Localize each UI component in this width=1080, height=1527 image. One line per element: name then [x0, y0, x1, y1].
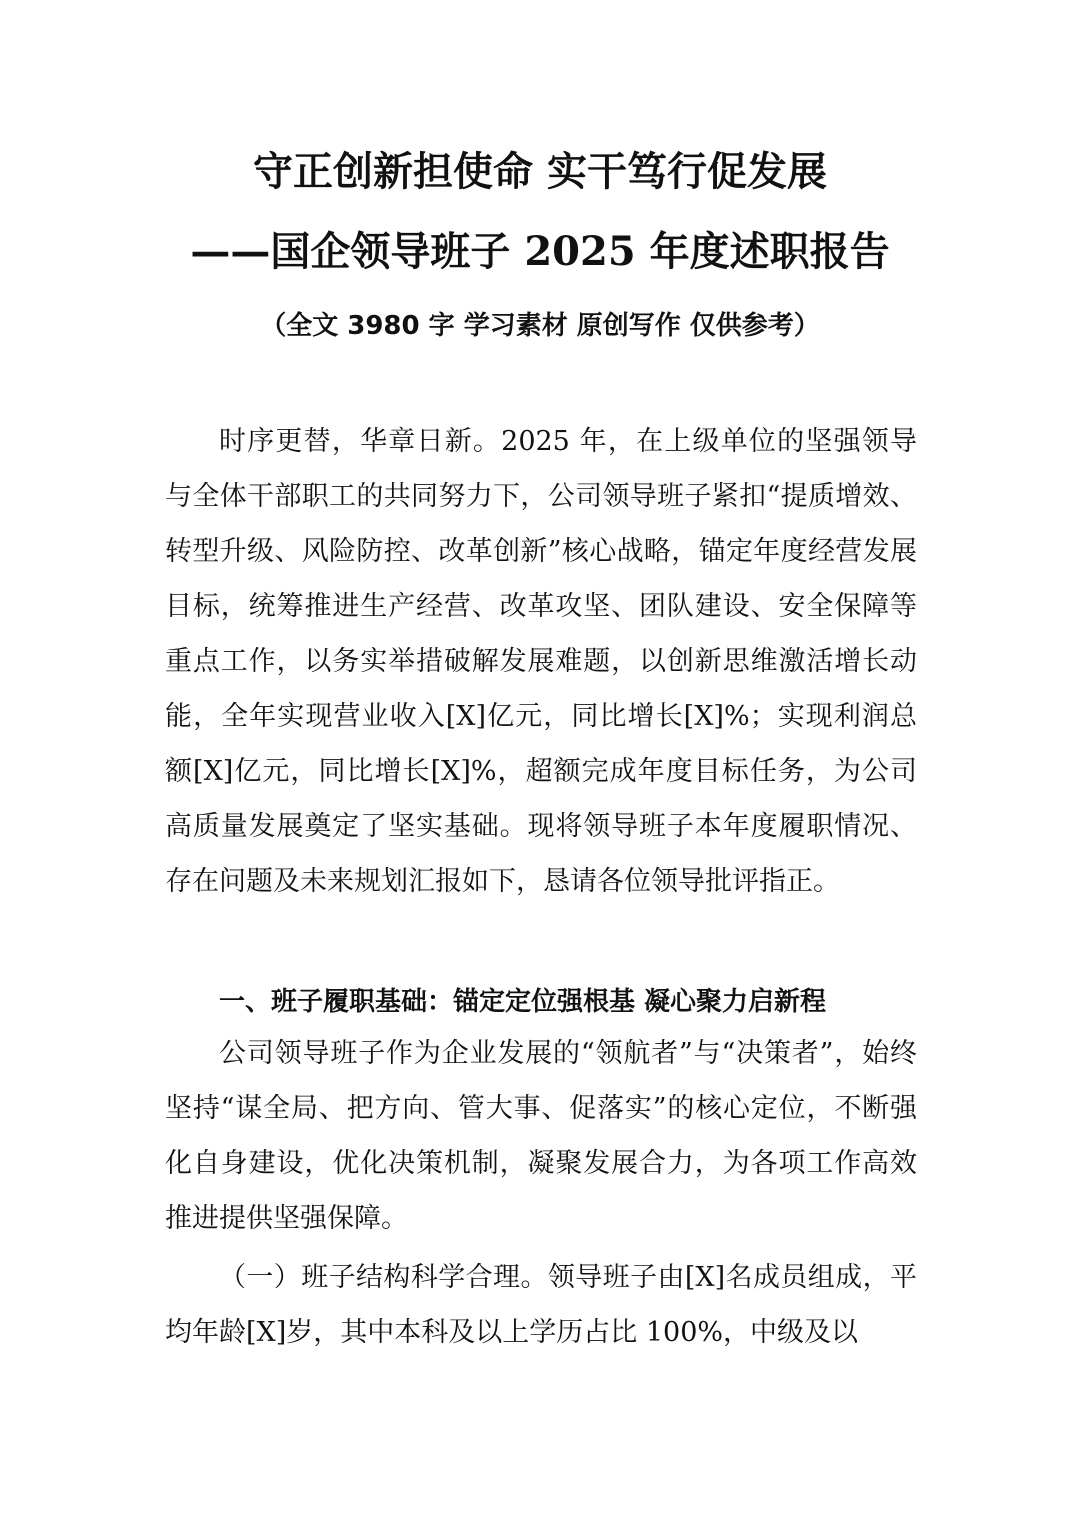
- subsection-1-paragraph: （一）班子结构科学合理。领导班子由[X]名成员组成，平均年龄[X]岁，其中本科及以上学历占比 100%，中级及以: [165, 1262, 917, 1348]
- document-title: 守正创新担使命 实干笃行促发展: [253, 148, 827, 195]
- section-heading-1: 一、班子履职基础：锚定定位强根基 凝心聚力启新程: [219, 987, 827, 1017]
- section-1-paragraph: 公司领导班子作为企业发展的“领航者”与“决策者”，始终坚持“谋全局、把方向、管大事、促落实”的核心定位，不断强化自身建设，优化决策机制，凝聚发展合力，为各项工作高效推进提供坚强保障。: [165, 1038, 917, 1234]
- intro-paragraph: 时序更替，华章日新。2025 年，在上级单位的坚强领导与全体干部职工的共同努力下，公司领导班子紧扣“提质增效、转型升级、风险防控、改革创新”核心战略，锚定年度经营发展目标，统筹推进生产经营、改革攻坚、团队建设、安全保障等重点工作，以务实举措破解发展难题，以创新思维激活增长动能，全年实现营业收入[X]亿元，同比增长[X]%；实现利润总额[X]亿元，同比增长[X]%，超额完成年度目标任务，为公司高质量发展奠定了坚实基础。现将领导班子本年度履职情况、存在问题及未来规划汇报如下，恳请各位领导批评指正。: [165, 426, 917, 897]
- document-note: （全文 3980 字 学习素材 原创写作 仅供参考）: [260, 311, 820, 341]
- document-subtitle: ——国企领导班子 2025 年度述职报告: [190, 228, 890, 275]
